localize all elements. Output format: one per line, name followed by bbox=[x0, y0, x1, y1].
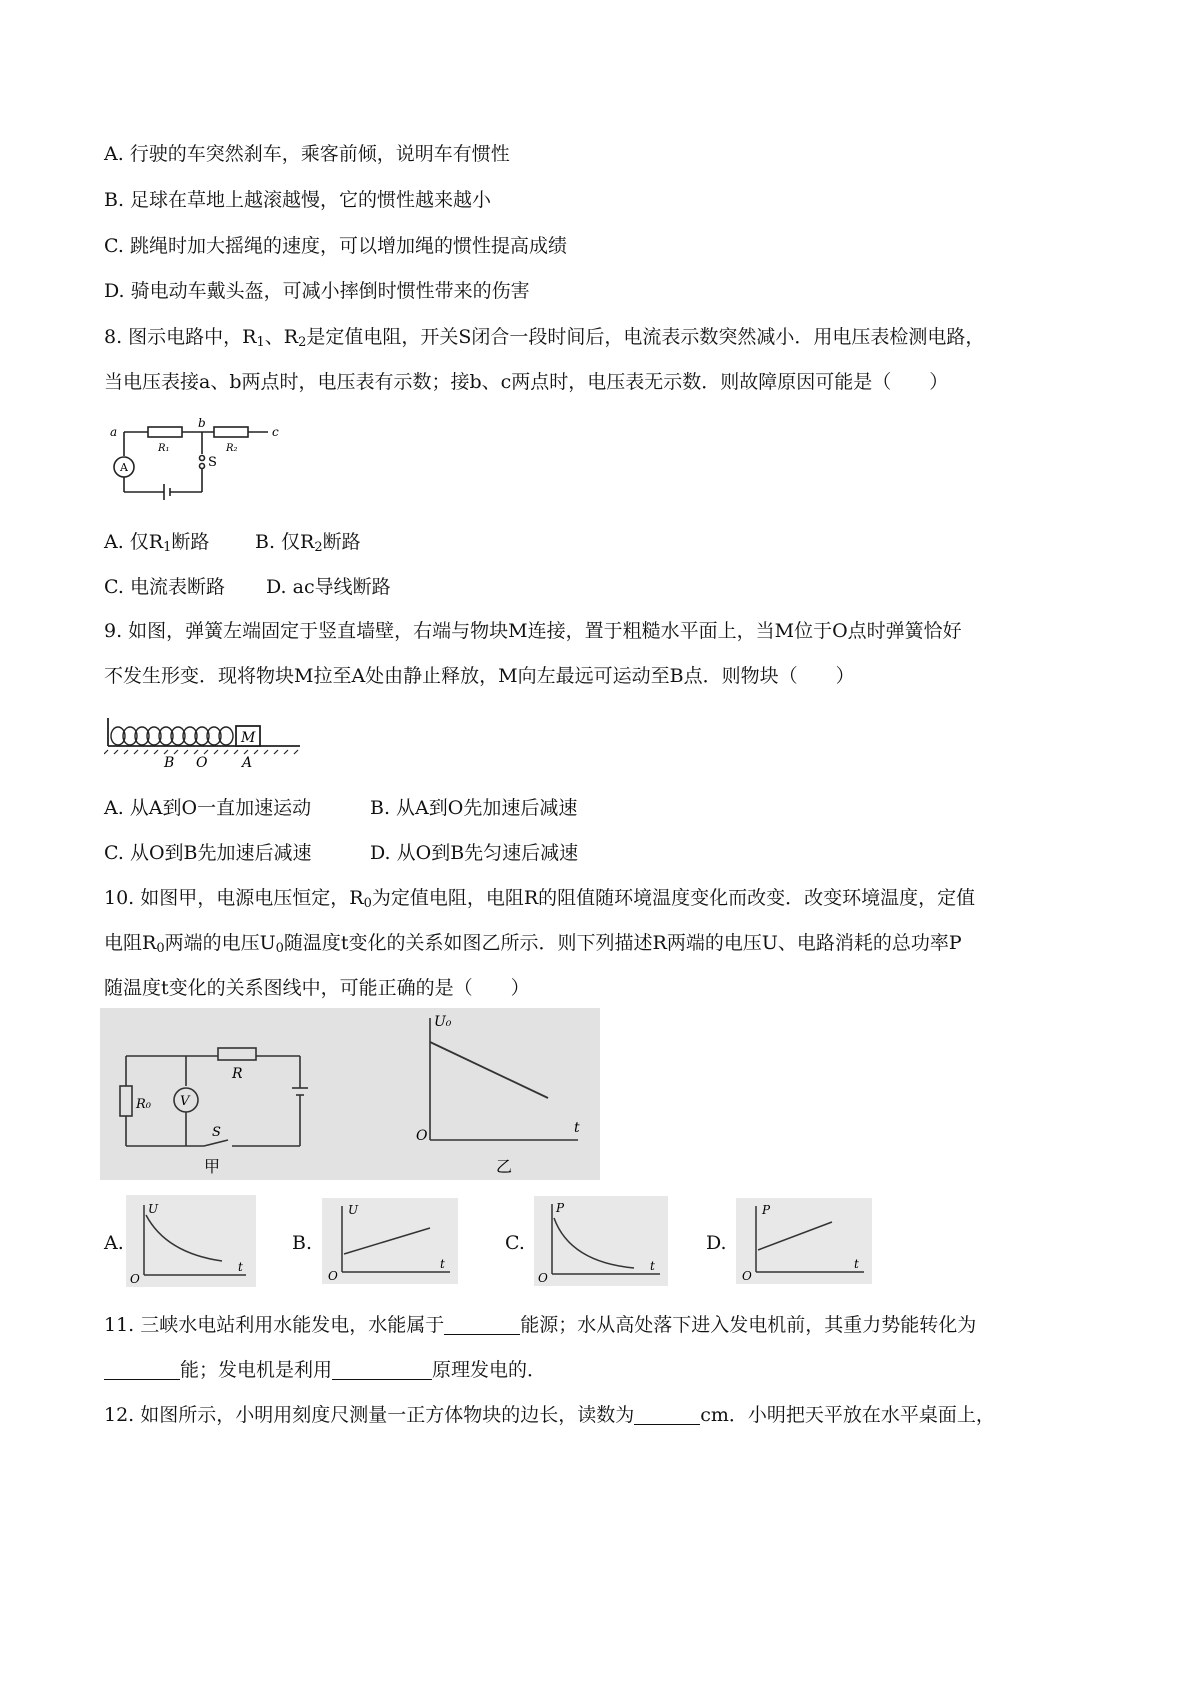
origin-label: O bbox=[416, 1128, 428, 1144]
q8-stem-text: 、R bbox=[264, 326, 299, 348]
q10-stem-line3: 随温度t变化的关系图线中，可能正确的是（ ） bbox=[104, 977, 530, 999]
subscript: 1 bbox=[256, 335, 265, 350]
label-b: b bbox=[198, 418, 206, 430]
axis-x-label: t bbox=[440, 1257, 445, 1271]
q11-line2 bbox=[104, 1357, 546, 1383]
q9-option-b: B. 从A到O先加速后减速 bbox=[370, 797, 578, 819]
option-text: B. 仅R bbox=[255, 531, 315, 553]
q8-option-a bbox=[104, 529, 209, 555]
q10-stem-text: 10. 如图甲，电源电压恒定，R bbox=[104, 887, 364, 909]
q8-option-c: C. 电流表断路 bbox=[104, 576, 225, 598]
q8-option-d: D. ac导线断路 bbox=[266, 576, 391, 598]
answer-blank[interactable] bbox=[104, 1359, 180, 1380]
origin-label: O bbox=[742, 1269, 752, 1283]
q8-option-b bbox=[255, 529, 361, 555]
axis-y-label: U bbox=[348, 1203, 359, 1217]
option-text: 断路 bbox=[322, 531, 361, 553]
subscript: 0 bbox=[156, 941, 165, 956]
q10-stem-line1 bbox=[104, 885, 975, 911]
label-c: c bbox=[272, 425, 279, 439]
r0-label: R₀ bbox=[136, 1097, 151, 1112]
q7-option-a: A. 行驶的车突然刹车，乘客前倾，说明车有惯性 bbox=[104, 143, 510, 165]
q10-choice-a-graph bbox=[126, 1195, 256, 1287]
q10-stem-text: 随温度t变化的关系如图乙所示．则下列描述R两端的电压U、电路消耗的总功率P bbox=[283, 932, 962, 954]
q8-stem-line2: 当电压表接a、b两点时，电压表有示数；接b、c两点时，电压表无示数．则故障原因可能是（ ） bbox=[104, 371, 949, 393]
q10-stem-text: 电阻R bbox=[104, 932, 157, 954]
point-b-label: B bbox=[164, 755, 175, 770]
q9-option-c: C. 从O到B先加速后减速 bbox=[104, 842, 312, 864]
label-r1: R₁ bbox=[158, 443, 170, 454]
axis-x-label: t bbox=[854, 1257, 859, 1271]
ammeter-label: A bbox=[120, 461, 128, 474]
label-a: a bbox=[110, 425, 118, 439]
origin-label: O bbox=[538, 1271, 548, 1285]
q11-text: 11. 三峡水电站利用水能发电，水能属于 bbox=[104, 1314, 445, 1336]
q11-text: 能源；水从高处落下进入发电机前，其重力势能转化为 bbox=[520, 1314, 977, 1336]
axis-x-label: t bbox=[574, 1120, 580, 1136]
q10-choice-d-letter: D. bbox=[706, 1232, 727, 1254]
q8-stem-text: 8. 图示电路中，R bbox=[104, 326, 257, 348]
switch-label: S bbox=[212, 1125, 221, 1140]
switch-label: S bbox=[208, 455, 217, 470]
subscript: 2 bbox=[298, 335, 307, 350]
point-a-label: A bbox=[242, 755, 253, 770]
subscript: 1 bbox=[163, 540, 172, 555]
axis-x-label: t bbox=[238, 1260, 243, 1274]
q10-main-figure bbox=[100, 1008, 600, 1180]
q9-stem-line2: 不发生形变．现将物块M拉至A处由静止释放，M向左最远可运动至B点．则物块（ ） bbox=[104, 665, 855, 687]
q12-text: cm．小明把天平放在水平桌面上， bbox=[700, 1404, 995, 1426]
caption-jia: 甲 bbox=[204, 1157, 221, 1176]
q8-circuit-figure bbox=[106, 418, 286, 500]
q12-text: 12. 如图所示，小明用刻度尺测量一正方体物块的边长，读数为 bbox=[104, 1404, 635, 1426]
axis-y-label: U bbox=[148, 1202, 159, 1216]
option-text: 断路 bbox=[171, 531, 210, 553]
q10-choice-d-graph bbox=[736, 1198, 872, 1284]
q10-choice-c-letter: C. bbox=[505, 1232, 525, 1254]
point-o-label: O bbox=[196, 755, 208, 770]
answer-blank[interactable] bbox=[634, 1404, 700, 1425]
q9-stem-line1: 9. 如图，弹簧左端固定于竖直墙壁，右端与物块M连接，置于粗糙水平面上，当M位于O点时弹簧恰好 bbox=[104, 620, 962, 642]
r-label: R bbox=[232, 1066, 243, 1082]
voltmeter-label: V bbox=[180, 1094, 190, 1109]
q8-stem-line1 bbox=[104, 324, 984, 350]
q12-line1 bbox=[104, 1402, 995, 1428]
label-r2: R₂ bbox=[226, 443, 238, 454]
q9-option-a: A. 从A到O一直加速运动 bbox=[104, 797, 312, 819]
q10-choice-b-letter: B. bbox=[292, 1232, 313, 1254]
subscript: 0 bbox=[275, 941, 284, 956]
subscript: 2 bbox=[314, 540, 323, 555]
q9-spring-figure bbox=[104, 714, 304, 770]
q9-option-d: D. 从O到B先匀速后减速 bbox=[370, 842, 579, 864]
answer-blank[interactable] bbox=[332, 1359, 432, 1380]
axis-x-label: t bbox=[650, 1259, 655, 1273]
q10-stem-text: 两端的电压U bbox=[164, 932, 276, 954]
subscript: 0 bbox=[363, 896, 372, 911]
q11-line1 bbox=[104, 1312, 976, 1338]
q10-choice-c-graph bbox=[534, 1196, 668, 1286]
origin-label: O bbox=[328, 1269, 338, 1283]
q7-option-d: D. 骑电动车戴头盔，可减小摔倒时惯性带来的伤害 bbox=[104, 280, 530, 302]
axis-y-label: P bbox=[762, 1203, 771, 1217]
option-text: A. 仅R bbox=[104, 531, 164, 553]
q10-choice-b-graph bbox=[322, 1198, 458, 1284]
answer-blank[interactable] bbox=[444, 1314, 520, 1335]
q7-option-b: B. 足球在草地上越滚越慢，它的惯性越来越小 bbox=[104, 189, 492, 211]
q10-choice-a-letter: A. bbox=[104, 1232, 124, 1254]
caption-yi: 乙 bbox=[496, 1157, 513, 1176]
axis-y-label: U₀ bbox=[434, 1014, 452, 1030]
q10-stem-text: 为定值电阻，电阻R的阻值随环境温度变化而改变．改变环境温度，定值 bbox=[371, 887, 976, 909]
q11-text: 能；发电机是利用 bbox=[180, 1359, 333, 1381]
origin-label: O bbox=[130, 1272, 140, 1286]
q7-option-c: C. 跳绳时加大摇绳的速度，可以增加绳的惯性提高成绩 bbox=[104, 235, 567, 257]
q8-stem-text: 是定值电阻，开关S闭合一段时间后，电流表示数突然减小．用电压表检测电路， bbox=[306, 326, 985, 348]
axis-y-label: P bbox=[556, 1201, 565, 1215]
q11-text: 原理发电的． bbox=[432, 1359, 547, 1381]
q10-stem-line2 bbox=[104, 930, 962, 956]
block-m-label: M bbox=[241, 730, 256, 746]
